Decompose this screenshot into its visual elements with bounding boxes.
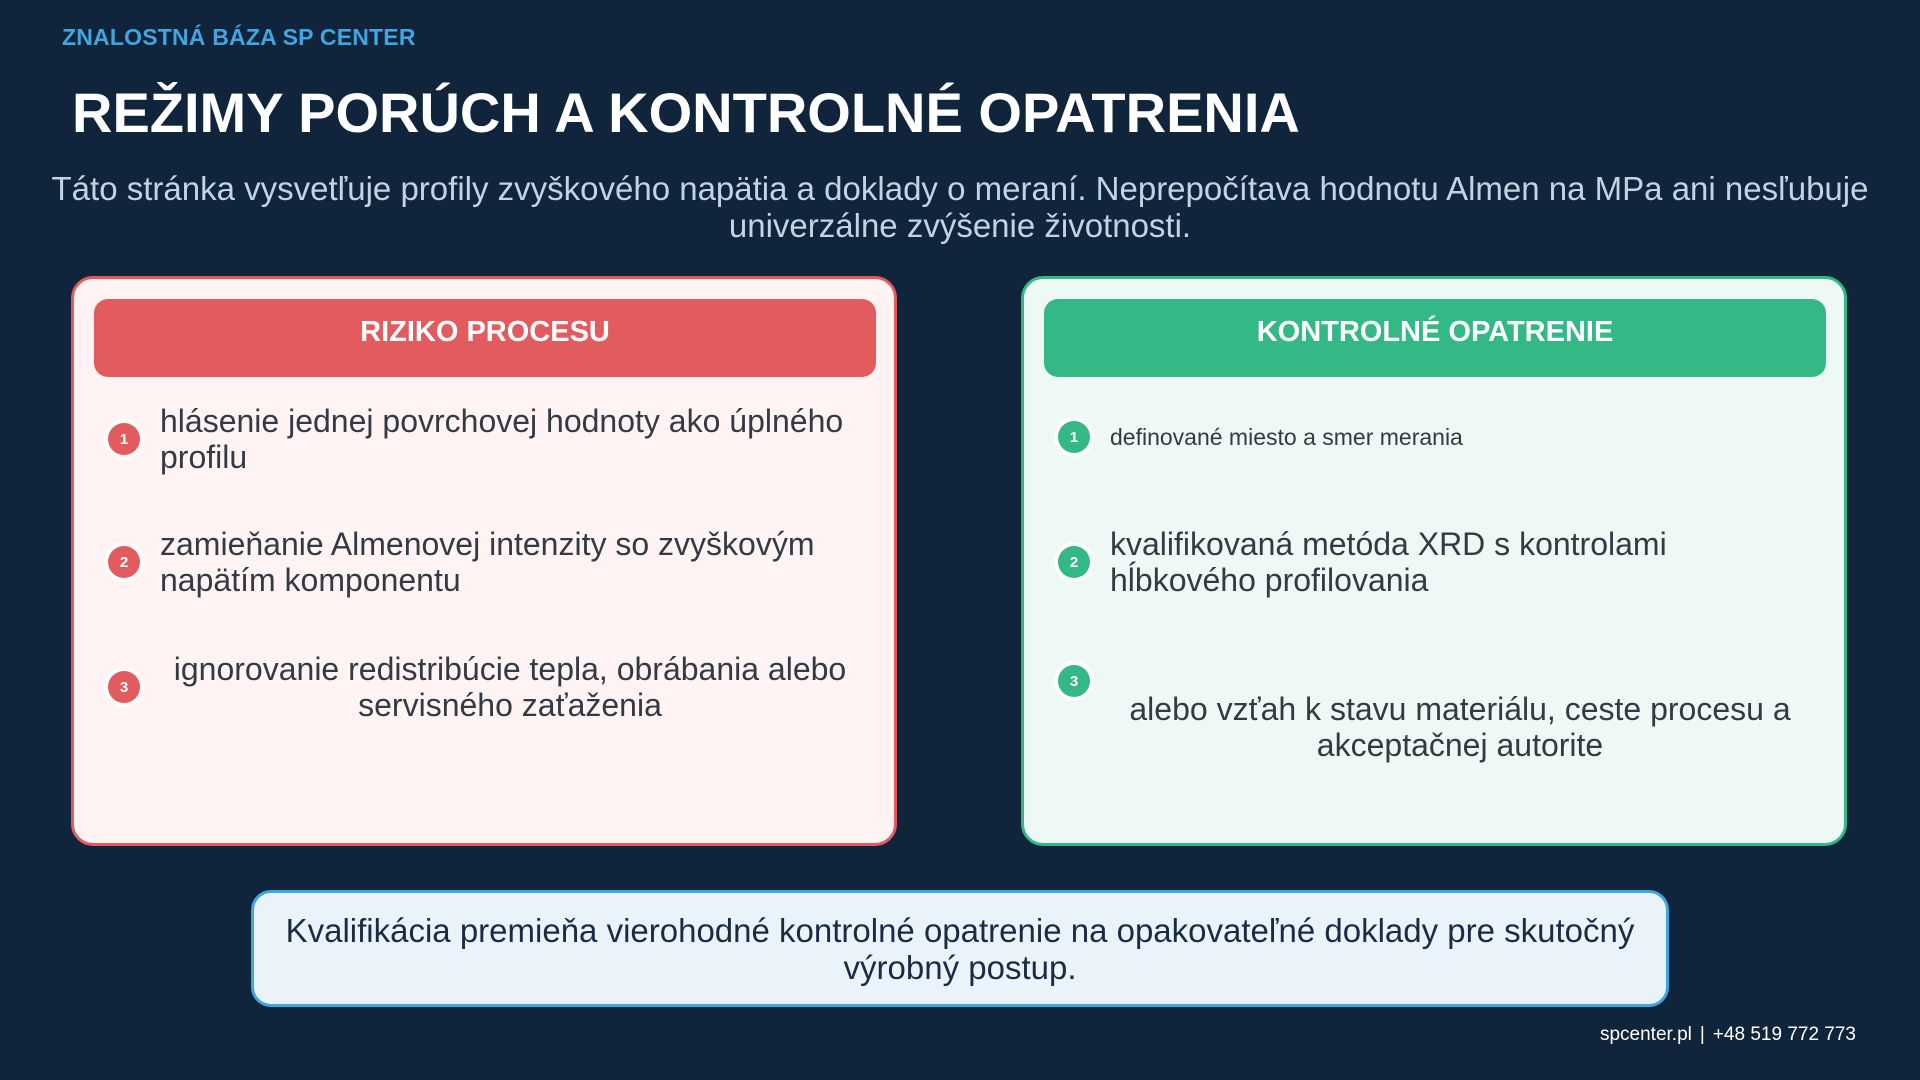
risk-item-3 [108, 651, 868, 723]
control-item-number-badge: 2 [1058, 546, 1090, 578]
risk-item-text: hlásenie jednej povrchovej hodnoty ako úplného profilu [160, 403, 844, 475]
control-item-number-badge: 1 [1058, 421, 1090, 453]
website-link[interactable]: spcenter.pl [1599, 1024, 1692, 1045]
risk-item-text: ignorovanie redistribúcie tepla, obrábania alebo servisného zaťaženia [173, 651, 847, 723]
risk-panel [71, 276, 897, 846]
control-panel [1021, 276, 1847, 846]
phone-number[interactable]: +48 519 772 773 [1712, 1024, 1856, 1045]
control-item-1 [1058, 421, 1818, 453]
risk-item-number-badge: 3 [108, 671, 140, 703]
qualification-note: Kvalifikácia premieňa vierohodné kontrolné opatrenie na opakovateľné doklady pre skutočný výrobný postup. [251, 890, 1669, 1007]
page-title: REŽIMY PORÚCH A KONTROLNÉ OPATRENIA [72, 81, 1300, 144]
page-subtitle: Táto stránka vysvetľuje profily zvyškového napätia a doklady o meraní. Neprepočítava hodnotu Almen na MPa ani nesľubuje univerzálne zvýšenie životnosti. [51, 170, 1869, 244]
risk-panel-header: RIZIKO PROCESU [94, 299, 876, 377]
risk-item-text: zamieňanie Almenovej intenzity so zvyškovým napätím komponentu [160, 526, 815, 598]
risk-item-2 [108, 526, 868, 598]
contact-separator: | [1699, 1024, 1705, 1045]
risk-item-1 [108, 403, 868, 475]
control-item-3 [1058, 665, 1818, 763]
risk-item-number-badge: 1 [108, 423, 140, 455]
contact-info [1600, 1024, 1856, 1046]
control-item-text: alebo vzťah k stavu materiálu, ceste procesu a akceptačnej autorite [1129, 691, 1791, 763]
control-item-text: definované miesto a smer merania [1110, 424, 1463, 450]
risk-item-number-badge: 2 [108, 546, 140, 578]
control-item-text: kvalifikovaná metóda XRD s kontrolami hĺbkového profilovania [1110, 526, 1667, 598]
control-panel-header: KONTROLNÉ OPATRENIE [1044, 299, 1826, 377]
brand-label: ZNALOSTNÁ BÁZA SP CENTER [62, 24, 416, 50]
control-item-number-badge: 3 [1058, 665, 1090, 697]
control-item-2 [1058, 526, 1818, 598]
